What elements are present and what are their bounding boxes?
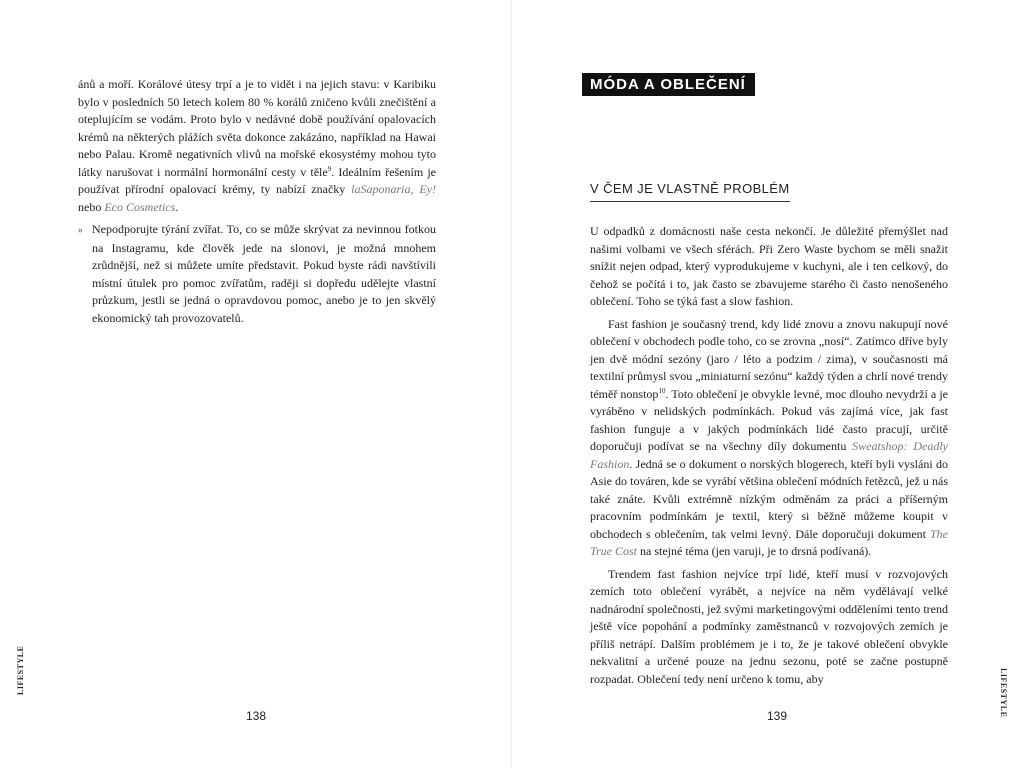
- text-run: na stejné téma (jen varuji, je to drsná podívaná).: [637, 544, 872, 558]
- side-section-label: LIFESTYLE: [16, 645, 25, 695]
- page-number: 139: [767, 709, 788, 723]
- right-paragraph: Trendem fast fashion nejvíce trpí lidé, kteří musí v rozvojových zemích toto oblečení vyrábět, a nejvíce na něm vydělávají velké nadnárodní společnosti, jež svými marketingovými odděleními tento trend ještě více popohání a podmínky zaměstnanců v rozvojových zemích je příliš netrápí. Dalším problémem je i to, že je takové oblečení obvykle nekvalitní a určené pouze na jednu sezonu, poté se začne postupně rozpadat. Oblečení tedy není určeno k tomu, aby: [590, 566, 948, 686]
- right-paragraph: U odpadků z domácnosti naše cesta nekončí. Je důležité přemýšlet nad našimi volbami ve všech sférách. Při Zero Waste bychom se měli snažit snížit nejen odpad, který vyprodukujeme v kuchyni, ale i ten celkový, do čehož se počítá i to, jak často se zbavujeme starého či často nenošeného oblečení. Toho se týká fast a slow fashion.: [590, 224, 948, 308]
- text-run: . Toto oblečení je obvykle levné, moc dlouho nevydrží a je vyráběno v nelidských podmínkách. Pokud vás zajímá více, jak fast fashion funguje a v jakých podmínkách lidé často pracují, určitě doporučuji podívat se na všechny díly dokumentu: [590, 386, 948, 453]
- side-section-label: LIFESTYLE: [999, 668, 1008, 718]
- left-paragraph: [78, 76, 436, 216]
- documentary-title: The True Cost: [590, 526, 948, 558]
- text-run: .: [175, 199, 179, 214]
- section-title: MÓDA A OBLEČENÍ: [582, 73, 755, 96]
- brand-name: Eco Cosmetics: [104, 199, 176, 214]
- text-run: Fast fashion je současný trend, kdy lidé znovu a znovu nakupují nové oblečení v obchodech podle toho, co se zrovna „nosí“. Zatímco dříve byly jen dvě módní sezóny (jaro / léto a podzim / zima), v současnosti má textilní průmysl svou „miniaturní sezónu“ každý týden a chrlí nové trendy téměř nonstop: [590, 316, 948, 401]
- text-run: nebo: [78, 199, 105, 214]
- right-paragraph: [590, 316, 948, 561]
- subheading: V ČEM JE VLASTNĚ PROBLÉM: [590, 181, 790, 202]
- documentary-title: Sweatshop: Deadly Fashion: [590, 439, 948, 471]
- brand-name: laSaponaria, Ey!: [351, 182, 436, 196]
- bullet-text: Nepodporujte týrání zvířat. To, co se může skrývat za nevinnou fotkou na Instagramu, kde člověk jede na slonovi, je možná mnohem zrůdnější, než si můžete umíte představit. Pokud byste rádi navštívili místní útulek pro pomoc zvířatům, raději si dopředu udělejte vlastní průzkum, jestli se jedná o opravdovou pomoc, anebo je to jen skvělý ekonomický tah provozovatelů.: [92, 222, 436, 325]
- bullet-item: [78, 221, 436, 327]
- right-body-text: [590, 223, 948, 688]
- left-body-text: [78, 76, 436, 327]
- text-run: . Jedná se o dokument o norských blogerech, kteří byli vysláni do Asie do továren, kde se vyrábí většina oblečení módních řetězců, jež u nás také znáte. Kvůli extrémně nízkým odměnám za práci a příšerným pracovním podmínkám je textil, který si běžně můžeme koupit v obchodech s oblečením, tak velmi levný. Dále doporučuji dokument: [590, 456, 948, 541]
- footnote-ref: 9: [327, 164, 332, 173]
- text-run: . Ideálním řešením je používat přírodní opalovací krémy, ty nabízí značky: [78, 164, 437, 196]
- page-number: 138: [246, 709, 267, 723]
- text-run: ánů a moří. Korálové útesy trpí a je to vidět i na jejich stavu: v Karibiku bylo v posledních 50 letech kolem 80 % korálů zničeno kvůli znečištění a oteplujícím se vodám. Proto bylo v nedávné době používání opalovacích krémů na některých plážích světa dokonce zakázáno, například na Hawai nebo Palau. Kromě negativních vlivů na mořské ekosystémy mohou tyto látky narušovat i normální hormonální cesty v těle: [78, 77, 436, 179]
- bullet-marker: »: [78, 225, 83, 236]
- footnote-ref: 10: [658, 386, 666, 395]
